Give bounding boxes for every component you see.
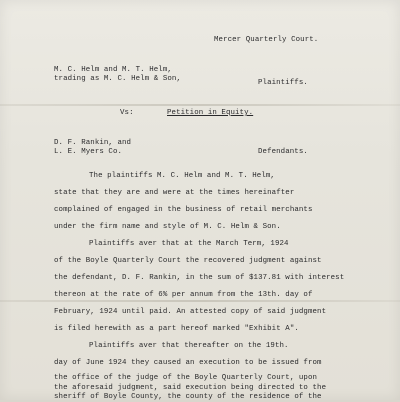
body-line: The plaintiffs M. C. Helm and M. T. Helm,	[89, 172, 275, 180]
body-line: is filed herewith as a part hereof marked "Exhibit A".	[54, 325, 299, 333]
defendant-company-line: L. E. Myers Co.	[54, 148, 123, 156]
plaintiffs-label: Plaintiffs.	[258, 79, 308, 87]
plaintiff-name-line: M. C. Helm and M. T. Helm,	[54, 66, 172, 74]
body-line: under the firm name and style of M. C. Helm & Son.	[54, 223, 281, 231]
versus-label: Vs:	[120, 109, 134, 117]
body-line: Plaintiffs aver that thereafter on the 19th.	[89, 342, 289, 350]
body-line: the office of the judge of the Boyle Quarterly Court, upon	[54, 374, 318, 382]
body-line: state that they are and were at the times hereinafter	[54, 189, 295, 197]
body-line: complained of engaged in the business of retail merchants	[54, 206, 313, 214]
paper-fold	[0, 104, 400, 106]
body-line: sheriff of Boyle County, the county of the residence of the	[54, 393, 322, 401]
paper-fold	[0, 300, 400, 302]
defendant-name-line: D. F. Rankin, and	[54, 139, 132, 147]
court-name: Mercer Quarterly Court.	[214, 36, 319, 44]
body-line: day of June 1924 they caused an execution to be issued from	[54, 359, 322, 367]
body-line: the defendant, D. F. Rankin, in the sum of $137.81 with interest	[54, 274, 345, 282]
body-line: Plaintiffs aver that at the March Term, 1924	[89, 240, 289, 248]
body-line: of the Boyle Quarterly Court the recovered judgment against	[54, 257, 322, 265]
body-line: the aforesaid judgment, said execution being directed to the	[54, 384, 327, 392]
petition-title: Petition in Equity.	[167, 109, 254, 117]
defendants-label: Defendants.	[258, 148, 308, 156]
body-line: February, 1924 until paid. An attested copy of said judgment	[54, 308, 327, 316]
plaintiff-trading-line: trading as M. C. Helm & Son,	[54, 75, 181, 83]
body-line: thereon at the rate of 6% per annum from the 13th. day of	[54, 291, 313, 299]
